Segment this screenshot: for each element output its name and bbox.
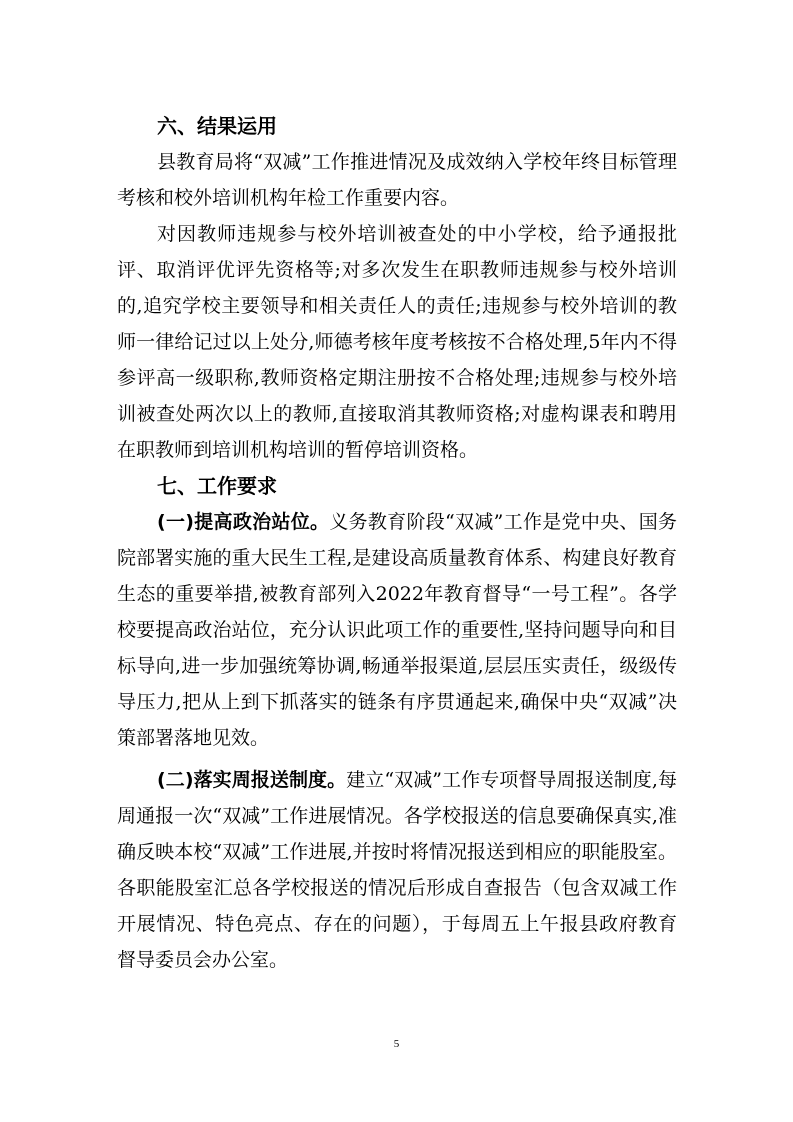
section-heading-requirements: 七、工作要求 bbox=[157, 474, 277, 498]
requirement-1-text: 义务教育阶段“双减”工作是党中央、国务院部署实施的重大民生工程,是建设高质量教育体系、构建良好教育生态的重要举措,被教育部列入2022年教育督导“一号工程”。各学校要提高政治站位，充分认识此项工作的重要性,坚持问题导向和目标导向,进一步加强统筹协调,畅通举报渠道,层层压实责任，级级传导压力,把从上到下抓落实的链条有序贯通起来,确保中央“双减”决策部署落地见效。 bbox=[117, 511, 677, 749]
requirement-2-text: 建立“双减”工作专项督导周报送制度,每周通报一次“双减”工作进展情况。各学校报送的信息要确保真实,准确反映本校“双减”工作进展,并按时将情况报送到相应的职能股室。各职能股室汇总各学校报送的情况后形成自查报告（包含双减工作开展情况、特色亮点、存在的问题），于每周五上午报县政府教育督导委员会办公室。 bbox=[117, 769, 677, 971]
requirement-1-lead: (一)提高政治站位。 bbox=[157, 511, 330, 533]
paragraph-results-1: 县教育局将“双减”工作推进情况及成效纳入学校年终目标管理考核和校外培训机构年检工作重要内容。 bbox=[117, 151, 677, 209]
paragraph-requirement-2 bbox=[117, 762, 677, 978]
paragraph-requirement-1 bbox=[117, 504, 677, 756]
paragraph-results-2: 对因教师违规参与校外培训被查处的中小学校，给予通报批评、取消评优评先资格等;对多次发生在职教师违规参与校外培训的,追究学校主要领导和相关责任人的责任;违规参与校外培训的教师一律给记过以上处分,师德考核年度考核按不合格处理,5年内不得参评高一级职称,教师资格定期注册按不合格处理;违规参与校外培训被查处两次以上的教师,直接取消其教师资格;对虚构课表和聘用在职教师到培训机构培训的暂停培训资格。 bbox=[117, 223, 677, 461]
requirement-2-lead: (二)落实周报送制度。 bbox=[157, 769, 347, 791]
document-body bbox=[117, 108, 677, 978]
section-heading-results: 六、结果运用 bbox=[157, 114, 277, 138]
page-number: 5 bbox=[393, 1038, 400, 1050]
